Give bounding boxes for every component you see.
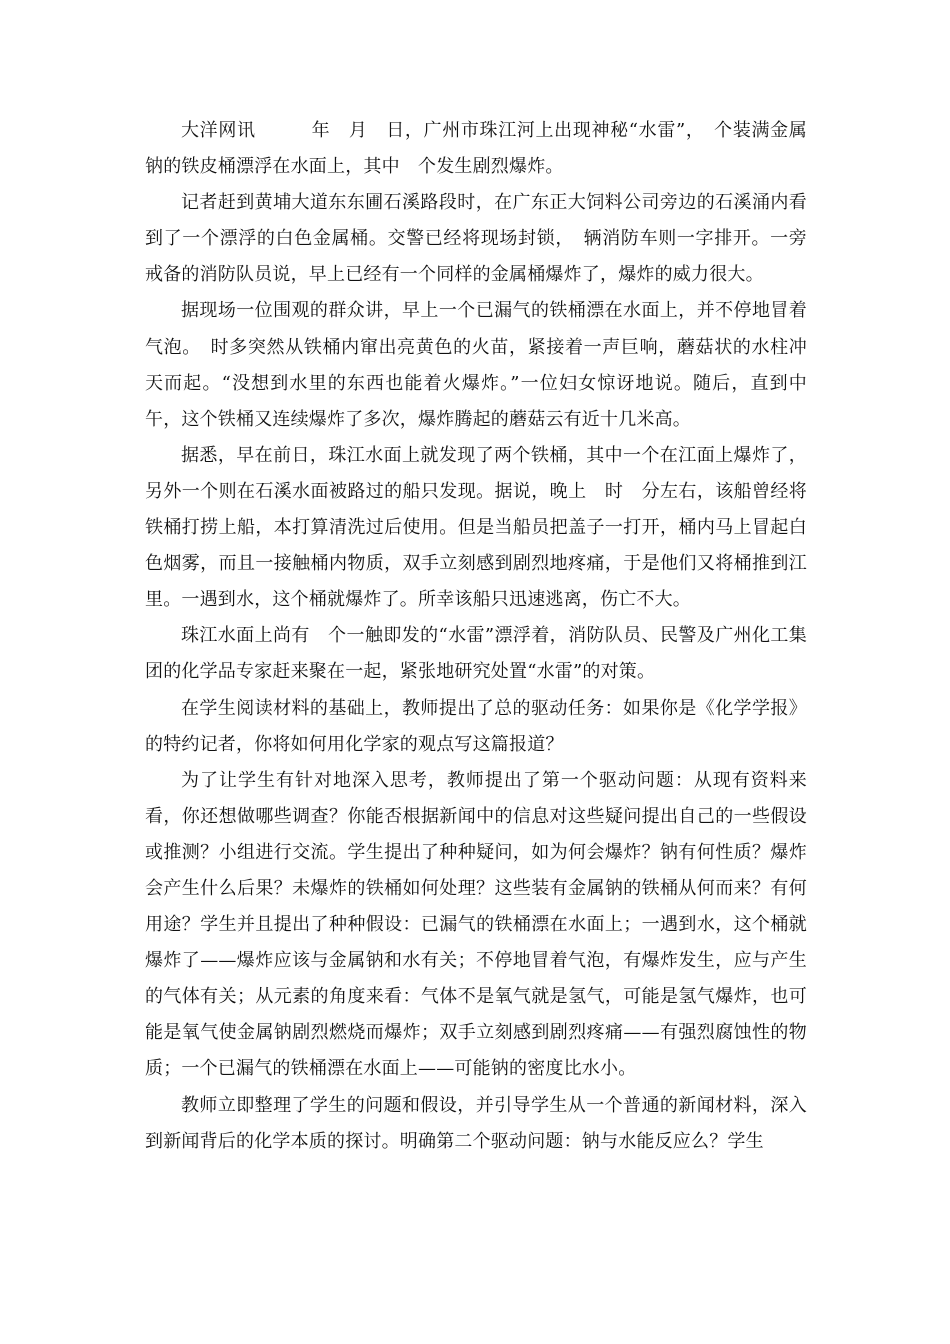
paragraph-second-question: 教师立即整理了学生的问题和假设，并引导学生从一个普通的新闻材料，深入到新闻背后的化学本质的探讨。明确第二个驱动问题：钠与水能反应么？学生 [145, 1094, 807, 1152]
paragraph-remaining-threat: 珠江水面上尚有 个一触即发的“水雷”漂浮着，消防队员、民警及广州化工集团的化学品专家赶来聚在一起，紧张地研究处置“水雷”的对策。 [145, 625, 807, 683]
paragraph-first-question: 为了让学生有针对地深入思考，教师提出了第一个驱动问题：从现有资料来看，你还想做哪些调查？你能否根据新闻中的信息对这些疑问提出自己的一些假设或推测？小组进行交流。学生提出了种种疑问，如为何会爆炸？钠有何性质？爆炸会产生什么后果？未爆炸的铁桶如何处理？这些装有金属钠的铁桶从何而来？有何用途？学生并且提出了种种假设：已漏气的铁桶漂在水面上；一遇到水，这个桶就爆炸了——爆炸应该与金属钠和水有关；不停地冒着气泡，有爆炸发生，应与产生的气体有关；从元素的角度来看：气体不是氧气就是氢气，可能是氢气爆炸，也可能是氧气使金属钠剧烈燃烧而爆炸；双手立刻感到剧烈疼痛——有强烈腐蚀性的物质；一个已漏气的铁桶漂在水面上——可能钠的密度比水小。 [145, 769, 807, 1080]
article-body [145, 113, 807, 1160]
paragraph-reporter-scene: 记者赶到黄埔大道东东圃石溪路段时，在广东正大饲料公司旁边的石溪涌内看到了一个漂浮的白色金属桶。交警已经将现场封锁， 辆消防车则一字排开。一旁戒备的消防队员说，早上已经有一个同样的金属桶爆炸了，爆炸的威力很大。 [145, 192, 807, 286]
paragraph-news-lead: 大洋网讯 年 月 日，广州市珠江河上出现神秘“水雷”， 个装满金属钠的铁皮桶漂浮在水面上，其中 个发生剧烈爆炸。 [145, 120, 807, 178]
paragraph-driving-task: 在学生阅读材料的基础上，教师提出了总的驱动任务：如果你是《化学学报》的特约记者，你将如何用化学家的观点写这篇报道？ [145, 697, 807, 755]
paragraph-witness-account: 据现场一位围观的群众讲，早上一个已漏气的铁桶漂在水面上，并不停地冒着气泡。 时多突然从铁桶内窜出亮黄色的火苗，紧接着一声巨响，蘑菇状的水柱冲天而起。“没想到水里的东西也能着火爆炸。”一位妇女惊讶地说。随后，直到中午，这个铁桶又连续爆炸了多次，爆炸腾起的蘑菇云有近十几米高。 [145, 300, 807, 430]
paragraph-background: 据悉，早在前日，珠江水面上就发现了两个铁桶，其中一个在江面上爆炸了，另外一个则在石溪水面被路过的船只发现。据说，晚上 时 分左右，该船曾经将铁桶打捞上船，本打算清洗过后使用。但是当船员把盖子一打开，桶内马上冒起白色烟雾，而且一接触桶内物质，双手立刻感到剧烈地疼痛，于是他们又将桶推到江里。一遇到水，这个桶就爆炸了。所幸该船只迅速逃离，伤亡不大。 [145, 444, 807, 611]
